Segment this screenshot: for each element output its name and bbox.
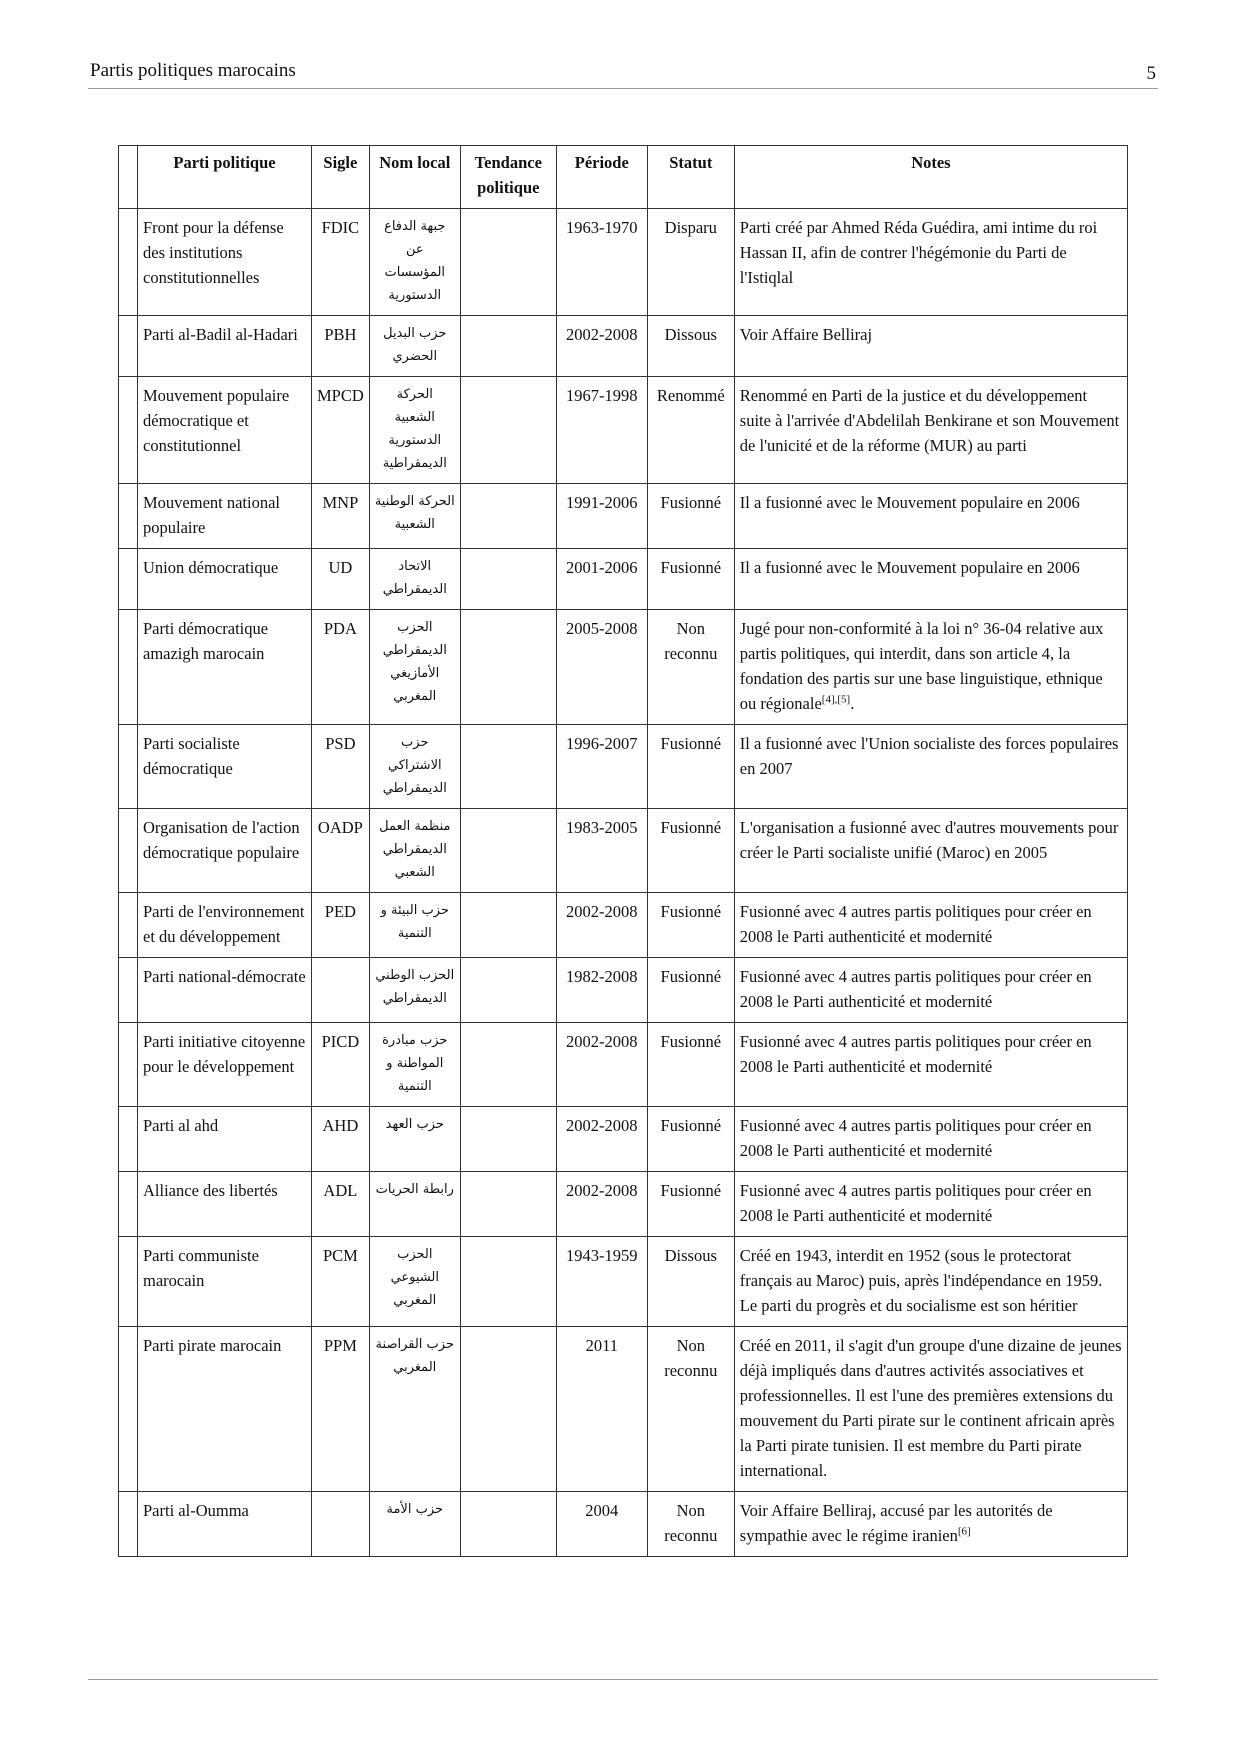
table-row <box>119 1237 1128 1327</box>
sigle-cell <box>312 1107 370 1172</box>
notes-cell <box>734 958 1127 1023</box>
status-cell <box>647 1237 734 1327</box>
local-name-cell-text: حزب مبادرة المواطنة و التنمية <box>382 1033 448 1094</box>
local-name-cell-text: رابطة الحريات <box>375 1182 454 1197</box>
table-row <box>119 1023 1128 1107</box>
period-cell-text: 2002-2008 <box>566 1116 638 1135</box>
local-name-cell-text: الحركة الشعبية الدستورية الديمقراطية <box>382 387 447 471</box>
period-cell <box>556 377 647 484</box>
period-cell-text: 2011 <box>585 1336 618 1355</box>
reference-link[interactable]: [4],[5] <box>821 693 851 706</box>
row-gutter <box>119 209 138 316</box>
status-cell <box>647 1023 734 1107</box>
status-cell <box>647 958 734 1023</box>
period-cell-text: 2002-2008 <box>566 1181 638 1200</box>
period-cell <box>556 1107 647 1172</box>
notes-cell-text: Voir Affaire Belliraj, accusé par les autorités de sympathie avec le régime iranien <box>739 1501 1053 1545</box>
party-name-cell-text: Parti initiative citoyenne pour le développement <box>143 1032 306 1076</box>
status-cell-text: Fusionné <box>660 818 722 837</box>
sigle-cell <box>312 549 370 610</box>
period-cell <box>556 610 647 725</box>
sigle-cell-text: MNP <box>322 493 359 512</box>
local-name-cell <box>369 809 460 893</box>
local-name-cell <box>369 725 460 809</box>
period-cell-text: 2002-2008 <box>566 325 638 344</box>
column-header-local-name: Nom local <box>369 146 460 209</box>
sigle-cell-text: AHD <box>322 1116 359 1135</box>
sigle-cell <box>312 893 370 958</box>
row-gutter <box>119 1107 138 1172</box>
local-name-cell <box>369 958 460 1023</box>
row-gutter <box>119 809 138 893</box>
sigle-cell <box>312 1492 370 1557</box>
sigle-cell <box>312 725 370 809</box>
row-gutter <box>119 610 138 725</box>
status-cell <box>647 1107 734 1172</box>
row-gutter <box>119 1492 138 1557</box>
status-cell <box>647 1492 734 1557</box>
period-cell-text: 1943-1959 <box>566 1246 638 1265</box>
local-name-cell <box>369 484 460 549</box>
local-name-cell-text: حزب العهد <box>385 1117 444 1132</box>
party-name-cell-text: Front pour la défense des institutions constitutionnelles <box>143 218 284 287</box>
local-name-cell <box>369 1172 460 1237</box>
party-name-cell <box>138 1023 312 1107</box>
party-name-cell-text: Organisation de l'action démocratique populaire <box>143 818 300 862</box>
party-name-cell <box>138 1237 312 1327</box>
tendency-cell <box>460 549 556 610</box>
status-cell <box>647 1327 734 1492</box>
notes-cell <box>734 484 1127 549</box>
notes-cell-text: Parti créé par Ahmed Réda Guédira, ami intime du roi Hassan II, afin de contrer l'hégémonie du Parti de l'Istiqlal <box>739 218 1098 287</box>
party-name-cell <box>138 610 312 725</box>
tendency-cell <box>460 1172 556 1237</box>
tendency-cell <box>460 1107 556 1172</box>
party-name-cell <box>138 1492 312 1557</box>
sigle-cell-text: UD <box>328 558 353 577</box>
status-cell <box>647 377 734 484</box>
sigle-cell <box>312 1023 370 1107</box>
notes-cell-text: Il a fusionné avec le Mouvement populaire en 2006 <box>739 493 1080 512</box>
sigle-cell-text: PICD <box>321 1032 360 1051</box>
sigle-cell-text: FDIC <box>321 218 360 237</box>
period-cell <box>556 1237 647 1327</box>
table-row <box>119 549 1128 610</box>
notes-cell <box>734 1172 1127 1237</box>
period-cell-text: 1996-2007 <box>566 734 638 753</box>
page-header <box>88 60 1158 89</box>
table-row <box>119 1492 1128 1557</box>
status-cell <box>647 809 734 893</box>
party-name-cell-text: Parti de l'environnement et du développement <box>143 902 305 946</box>
notes-cell <box>734 316 1127 377</box>
period-cell <box>556 549 647 610</box>
notes-cell-text: Il a fusionné avec l'Union socialiste des forces populaires en 2007 <box>739 734 1119 778</box>
notes-cell <box>734 725 1127 809</box>
party-name-cell <box>138 1172 312 1237</box>
status-cell <box>647 209 734 316</box>
tendency-cell <box>460 610 556 725</box>
party-name-cell <box>138 1327 312 1492</box>
table-row <box>119 809 1128 893</box>
notes-cell-text: Fusionné avec 4 autres partis politiques pour créer en 2008 le Parti authenticité et modernité <box>739 1116 1092 1160</box>
period-cell <box>556 958 647 1023</box>
table-row <box>119 893 1128 958</box>
local-name-cell <box>369 1327 460 1492</box>
status-cell-text: Dissous <box>664 1246 717 1265</box>
local-name-cell-text: الحزب الديمقراطي الأمازيغي المغربي <box>382 620 447 704</box>
sigle-cell <box>312 1327 370 1492</box>
sigle-cell <box>312 809 370 893</box>
party-name-cell-text: Parti démocratique amazigh marocain <box>143 619 269 663</box>
row-gutter <box>119 725 138 809</box>
local-name-cell <box>369 610 460 725</box>
local-name-cell <box>369 1107 460 1172</box>
local-name-cell-text: جبهة الدفاع عن المؤسسات الدستورية <box>384 219 446 303</box>
period-cell <box>556 1327 647 1492</box>
notes-cell <box>734 610 1127 725</box>
party-name-cell-text: Parti pirate marocain <box>143 1336 282 1355</box>
tendency-cell <box>460 809 556 893</box>
tendency-cell <box>460 1237 556 1327</box>
party-name-cell <box>138 893 312 958</box>
tendency-cell <box>460 893 556 958</box>
notes-cell <box>734 549 1127 610</box>
local-name-cell-text: الاتحاد الديمقراطي <box>382 559 447 597</box>
party-name-cell-text: Parti communiste marocain <box>143 1246 259 1290</box>
notes-cell <box>734 377 1127 484</box>
period-cell <box>556 893 647 958</box>
sigle-cell <box>312 610 370 725</box>
local-name-cell <box>369 316 460 377</box>
party-name-cell-text: Mouvement populaire démocratique et constitutionnel <box>143 386 290 455</box>
period-cell <box>556 209 647 316</box>
notes-trailing-text: . <box>850 694 855 713</box>
party-name-cell <box>138 549 312 610</box>
party-name-cell <box>138 1107 312 1172</box>
status-cell <box>647 484 734 549</box>
row-gutter <box>119 893 138 958</box>
sigle-cell-text: PDA <box>323 619 357 638</box>
notes-cell <box>734 1023 1127 1107</box>
period-cell <box>556 725 647 809</box>
period-cell-text: 2002-2008 <box>566 1032 638 1051</box>
party-name-cell <box>138 377 312 484</box>
table-row <box>119 316 1128 377</box>
party-name-cell-text: Parti al-Oumma <box>143 1501 249 1520</box>
sigle-cell <box>312 209 370 316</box>
column-header-status: Statut <box>647 146 734 209</box>
local-name-cell <box>369 893 460 958</box>
row-gutter <box>119 549 138 610</box>
tendency-cell <box>460 316 556 377</box>
local-name-cell-text: حزب البديل الحضري <box>383 326 447 364</box>
page-number: 5 <box>1146 63 1156 84</box>
tendency-cell <box>460 1023 556 1107</box>
row-gutter <box>119 958 138 1023</box>
status-cell-text: Non reconnu <box>664 1336 718 1380</box>
local-name-cell <box>369 1492 460 1557</box>
local-name-cell-text: منظمة العمل الديمقراطي الشعبي <box>379 819 451 880</box>
table-row <box>119 377 1128 484</box>
row-gutter <box>119 484 138 549</box>
sigle-cell-text: PCM <box>322 1246 358 1265</box>
local-name-cell <box>369 377 460 484</box>
table-header-row <box>119 146 1128 209</box>
notes-cell <box>734 1492 1127 1557</box>
local-name-cell <box>369 1237 460 1327</box>
period-cell <box>556 1172 647 1237</box>
period-cell-text: 2001-2006 <box>566 558 638 577</box>
status-cell-text: Fusionné <box>660 902 722 921</box>
sigle-cell-text: PBH <box>324 325 357 344</box>
party-name-cell-text: Union démocratique <box>143 558 279 577</box>
party-name-cell <box>138 484 312 549</box>
status-cell <box>647 1172 734 1237</box>
party-name-cell-text: Parti socialiste démocratique <box>143 734 240 778</box>
period-cell <box>556 484 647 549</box>
status-cell-text: Fusionné <box>660 1032 722 1051</box>
column-header-party: Parti politique <box>138 146 312 209</box>
status-cell-text: Renommé <box>656 386 725 405</box>
sigle-cell <box>312 1172 370 1237</box>
tendency-cell <box>460 725 556 809</box>
sigle-cell <box>312 1237 370 1327</box>
party-name-cell <box>138 316 312 377</box>
tendency-cell <box>460 1492 556 1557</box>
notes-cell <box>734 893 1127 958</box>
notes-cell <box>734 209 1127 316</box>
status-cell-text: Fusionné <box>660 493 722 512</box>
sigle-cell-text: MPCD <box>317 386 364 405</box>
period-cell-text: 2005-2008 <box>566 619 638 638</box>
reference-link[interactable]: [6] <box>957 1525 971 1538</box>
row-gutter <box>119 377 138 484</box>
local-name-cell-text: حزب القراصنة المغربي <box>375 1337 454 1375</box>
party-name-cell <box>138 958 312 1023</box>
party-name-cell-text: Mouvement national populaire <box>143 493 281 537</box>
period-cell-text: 1982-2008 <box>566 967 638 986</box>
tendency-cell <box>460 377 556 484</box>
period-cell-text: 2002-2008 <box>566 902 638 921</box>
notes-cell-text: Créé en 2011, il s'agit d'un groupe d'une dizaine de jeunes déjà impliqués dans d'autres activités associatives et professionnelles. Il est l'une des premières extensions du mouvement du Parti pirate sur le continent africain après la Parti pirate tunisien. Il est membre du Parti pirate international. <box>739 1336 1122 1480</box>
status-cell-text: Fusionné <box>660 967 722 986</box>
local-name-cell-text: الحزب الوطني الديمقراطي <box>375 968 455 1006</box>
status-cell <box>647 725 734 809</box>
party-name-cell <box>138 809 312 893</box>
status-cell <box>647 610 734 725</box>
period-cell <box>556 809 647 893</box>
party-name-cell-text: Parti national-démocrate <box>143 967 306 986</box>
period-cell-text: 2004 <box>585 1501 619 1520</box>
party-name-cell-text: Alliance des libertés <box>143 1181 278 1200</box>
political-parties-table <box>118 145 1128 1557</box>
table-row <box>119 610 1128 725</box>
status-cell <box>647 893 734 958</box>
notes-cell-text: Fusionné avec 4 autres partis politiques pour créer en 2008 le Parti authenticité et modernité <box>739 1181 1092 1225</box>
local-name-cell-text: الحزب الشيوعي المغربي <box>390 1247 439 1308</box>
sigle-cell-text: ADL <box>323 1181 358 1200</box>
period-cell-text: 1991-2006 <box>566 493 638 512</box>
notes-cell-text: Fusionné avec 4 autres partis politiques pour créer en 2008 le Parti authenticité et modernité <box>739 967 1092 1011</box>
period-cell-text: 1967-1998 <box>566 386 638 405</box>
status-cell-text: Non reconnu <box>664 619 718 663</box>
notes-cell-text: Fusionné avec 4 autres partis politiques pour créer en 2008 le Parti authenticité et modernité <box>739 1032 1092 1076</box>
local-name-cell-text: حزب البيئة و التنمية <box>380 903 449 941</box>
row-gutter <box>119 316 138 377</box>
column-header-period: Période <box>556 146 647 209</box>
notes-cell-text: Il a fusionné avec le Mouvement populaire en 2006 <box>739 558 1080 577</box>
tendency-cell <box>460 484 556 549</box>
period-cell-text: 1983-2005 <box>566 818 638 837</box>
notes-cell-text: Voir Affaire Belliraj <box>739 325 873 344</box>
table-row <box>119 1327 1128 1492</box>
row-gutter <box>119 1023 138 1107</box>
sigle-cell-text: OADP <box>317 818 363 837</box>
row-gutter <box>119 1327 138 1492</box>
local-name-cell-text: الحركة الوطنية الشعبية <box>374 494 455 532</box>
tendency-cell <box>460 1327 556 1492</box>
column-header-sigle: Sigle <box>312 146 370 209</box>
notes-cell <box>734 809 1127 893</box>
notes-cell-text: Fusionné avec 4 autres partis politiques pour créer en 2008 le Parti authenticité et modernité <box>739 902 1092 946</box>
local-name-cell-text: حزب الاشتراكي الديمقراطي <box>382 735 447 796</box>
sigle-cell-text: PPM <box>323 1336 357 1355</box>
status-cell-text: Fusionné <box>660 558 722 577</box>
local-name-cell <box>369 549 460 610</box>
row-gutter <box>119 1172 138 1237</box>
period-cell <box>556 1023 647 1107</box>
sigle-cell <box>312 316 370 377</box>
table-row <box>119 484 1128 549</box>
notes-cell-text: Jugé pour non-conformité à la loi n° 36-04 relative aux partis politiques, qui interdit, dans son article 4, la fondation des partis sur une base linguistique, ethnique ou régionale <box>739 619 1104 713</box>
party-name-cell-text: Parti al ahd <box>143 1116 219 1135</box>
status-cell-text: Fusionné <box>660 1181 722 1200</box>
local-name-cell-text: حزب الأمة <box>386 1502 444 1517</box>
sigle-cell-text: PED <box>324 902 356 921</box>
table-row <box>119 1172 1128 1237</box>
local-name-cell <box>369 1023 460 1107</box>
table-row <box>119 1107 1128 1172</box>
footer-divider <box>88 1679 1158 1680</box>
tendency-cell <box>460 209 556 316</box>
party-name-cell <box>138 725 312 809</box>
sigle-cell <box>312 958 370 1023</box>
column-header-notes: Notes <box>734 146 1127 209</box>
tendency-cell <box>460 958 556 1023</box>
period-cell-text: 1963-1970 <box>566 218 638 237</box>
table-row <box>119 209 1128 316</box>
row-gutter-header <box>119 146 138 209</box>
status-cell-text: Fusionné <box>660 734 722 753</box>
status-cell-text: Disparu <box>664 218 717 237</box>
notes-cell <box>734 1237 1127 1327</box>
status-cell <box>647 549 734 610</box>
document-title: Partis politiques marocains <box>90 60 296 81</box>
table-row <box>119 725 1128 809</box>
status-cell-text: Non reconnu <box>664 1501 718 1545</box>
notes-cell-text: Renommé en Parti de la justice et du développement suite à l'arrivée d'Abdelilah Benkirane et son Mouvement de l'unicité et de la réforme (MUR) au parti <box>739 386 1120 455</box>
notes-cell-text: Créé en 1943, interdit en 1952 (sous le protectorat français au Maroc) puis, après l'indépendance en 1959. Le parti du progrès et du socialisme est son héritier <box>739 1246 1103 1315</box>
row-gutter <box>119 1237 138 1327</box>
status-cell-text: Dissous <box>664 325 717 344</box>
status-cell <box>647 316 734 377</box>
local-name-cell <box>369 209 460 316</box>
party-name-cell-text: Parti al-Badil al-Hadari <box>143 325 298 344</box>
notes-cell <box>734 1327 1127 1492</box>
period-cell <box>556 316 647 377</box>
notes-cell-text: L'organisation a fusionné avec d'autres mouvements pour créer le Parti socialiste unifié (Maroc) en 2005 <box>739 818 1119 862</box>
sigle-cell <box>312 484 370 549</box>
status-cell-text: Fusionné <box>660 1116 722 1135</box>
notes-cell <box>734 1107 1127 1172</box>
party-name-cell <box>138 209 312 316</box>
sigle-cell-text: PSD <box>325 734 356 753</box>
period-cell <box>556 1492 647 1557</box>
column-header-tendency: Tendance politique <box>460 146 556 209</box>
sigle-cell <box>312 377 370 484</box>
table-row <box>119 958 1128 1023</box>
